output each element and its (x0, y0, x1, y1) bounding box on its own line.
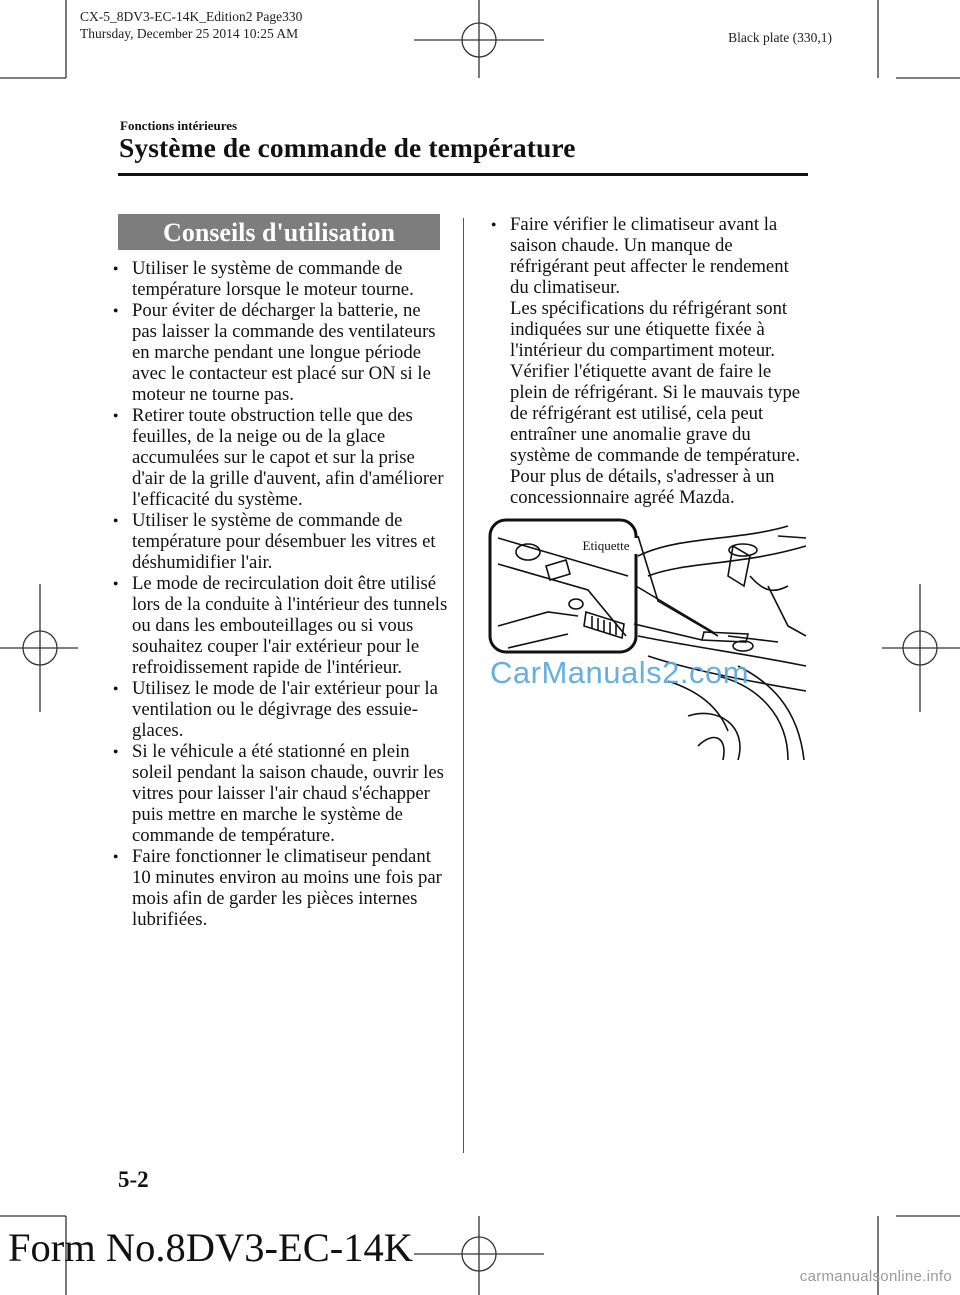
plate-label: Black plate (330,1) (728, 30, 832, 45)
list-item-text: ● Faire vérifier le climatiseur avant la saison chaude. Un manque de réfrigérant peut affecter le rendement du climatiseur. (510, 214, 789, 298)
column-divider (463, 218, 464, 1153)
engine-bay-illustration (488, 516, 808, 760)
callout-label: Etiquette (582, 538, 630, 553)
site-watermark: carmanualsonline.info (799, 1268, 952, 1285)
page-number: 5-2 (118, 1167, 149, 1192)
list-item: ● Retirer toute obstruction telle que des feuilles, de la neige ou de la glace accumulées sur le capot et sur la prise d'air de la grille d'auvent, afin d'améliorer l'efficacité du système. (112, 405, 448, 510)
list-item: ● Le mode de recirculation doit être utilisé lors de la conduite à l'intérieur des tunnels ou dans les embouteillages ou si vous souhaitez couper l'air extérieur pour le refroidissement rapide de l'intérieur. (112, 573, 448, 678)
watermark: CarManuals2.com (490, 655, 750, 690)
list-item: ● Utilisez le mode de l'air extérieur pour la ventilation ou le dégivrage des essuie-glaces. (112, 678, 448, 741)
form-number: Form No.8DV3-EC-14K (8, 1225, 413, 1270)
tips-list-left (112, 258, 448, 930)
title-rule (118, 173, 808, 176)
tips-list-right (490, 214, 810, 508)
list-item: ● Utiliser le système de commande de température lorsque le moteur tourne. (112, 258, 448, 300)
list-item (490, 214, 810, 508)
list-item: ● Utiliser le système de commande de température pour désembuer les vitres et déshumidifier l'air. (112, 510, 448, 573)
list-item-text: Les spécifications du réfrigérant sont indiquées sur une étiquette fixée à l'intérieur du compartiment moteur. Vérifier l'étiquette avant de faire le plein de réfrigérant. Si le mauvais type de réfrigérant est utilisé, cela peut entraîner une anomalie grave du système de commande de température. Pour plus de détails, s'adresser à un concessionnaire agréé Mazda. (510, 298, 801, 508)
print-info-date: Thursday, December 25 2014 10:25 AM (80, 26, 299, 41)
print-info-file: CX-5_8DV3-EC-14K_Edition2 Page330 (80, 9, 303, 24)
page-title: Système de commande de température (119, 132, 576, 163)
section-banner: Conseils d'utilisation (118, 214, 440, 250)
list-item: ● Si le véhicule a été stationné en plein soleil pendant la saison chaude, ouvrir les vitres pour laisser l'air chaud s'échapper puis mettre en marche le système de commande de température. (112, 741, 448, 846)
list-item: ● Pour éviter de décharger la batterie, ne pas laisser la commande des ventilateurs en marche pendant une longue période avec le contacteur est placé sur ON si le moteur ne tourne pas. (112, 300, 448, 405)
list-item: ● Faire fonctionner le climatiseur pendant 10 minutes environ au moins une fois par mois afin de garder les pièces internes lubrifiées. (112, 846, 448, 930)
section-label: Fonctions intérieures (120, 118, 238, 133)
print-info (80, 8, 302, 42)
